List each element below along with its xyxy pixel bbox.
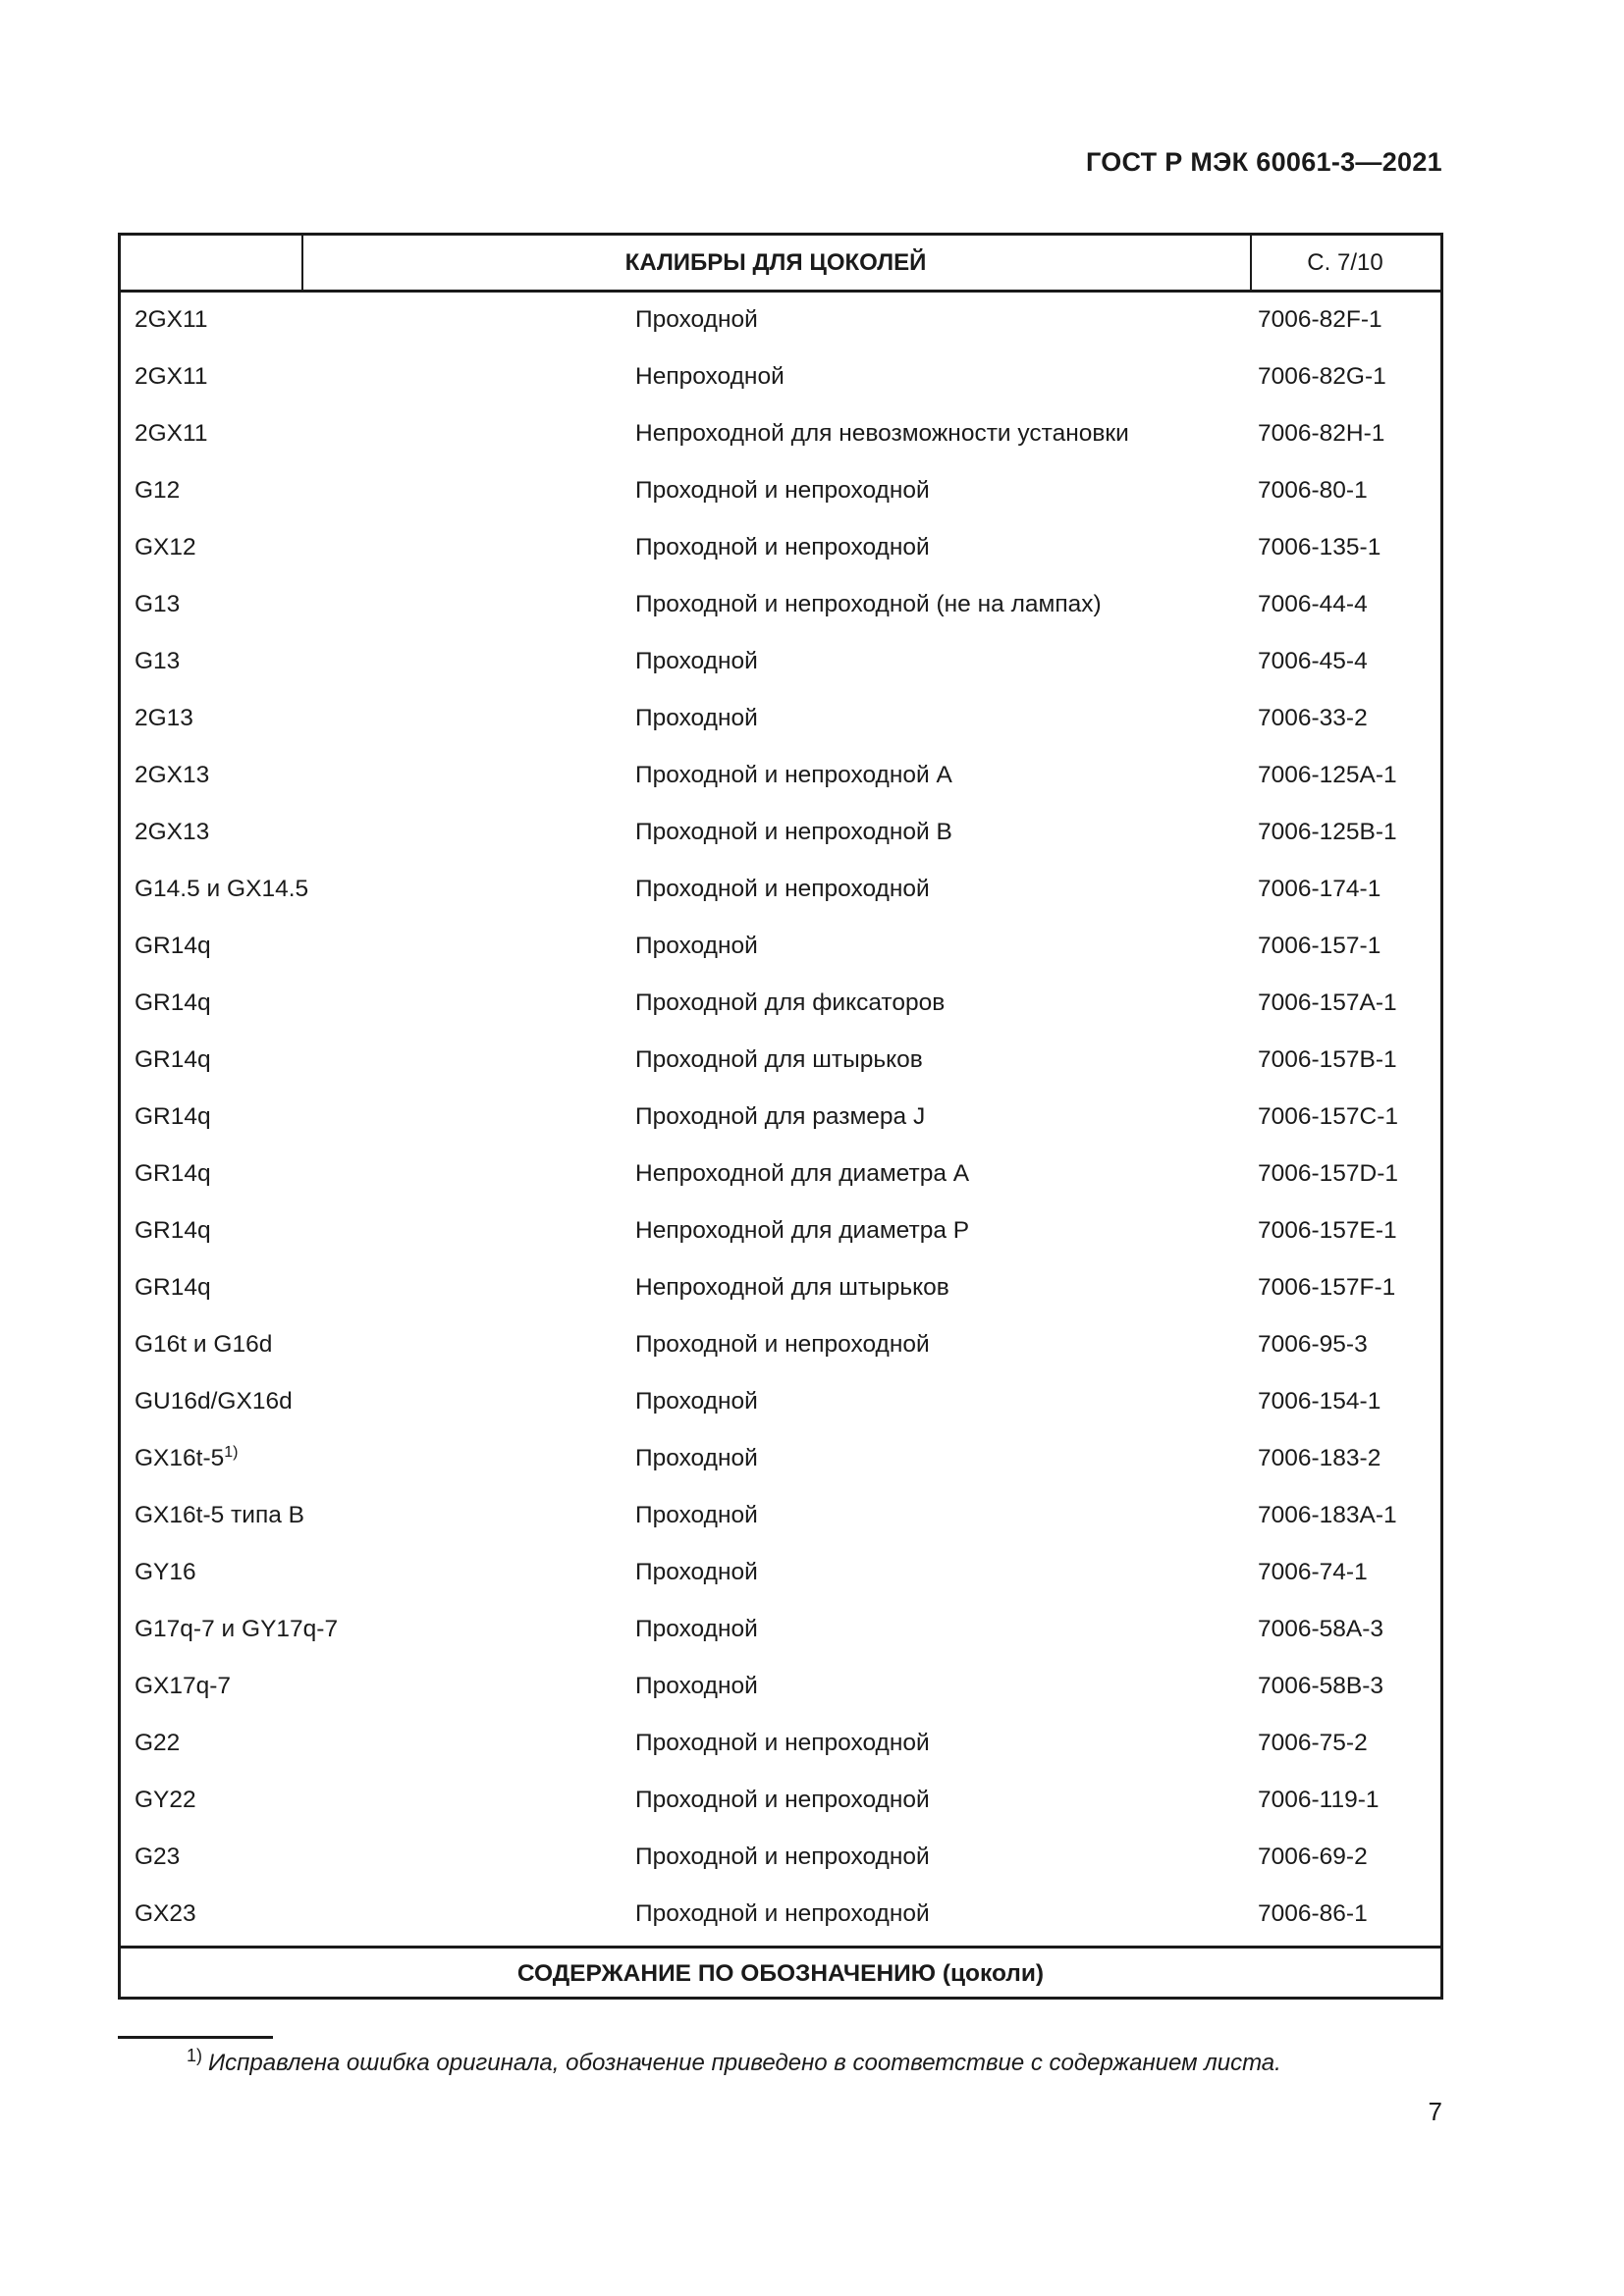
sheet-code: 7006-58A-3 <box>1258 1616 1384 1642</box>
cap-designation <box>135 1103 211 1131</box>
table-row <box>121 293 1440 349</box>
sheet-number: С. 7/10 <box>1307 248 1383 276</box>
cap-designation <box>135 1046 211 1074</box>
header-empty-cell <box>121 236 303 290</box>
table-title: КАЛИБРЫ ДЛЯ ЦОКОЛЕЙ <box>301 236 1252 290</box>
cap-designation <box>135 1900 196 1928</box>
table-body <box>121 293 1440 1944</box>
gauge-type: Проходной и непроходной <box>635 534 930 561</box>
gauge-type: Проходной <box>635 1616 758 1642</box>
sheet-code: 7006-154-1 <box>1258 1388 1381 1415</box>
gauge-type: Проходной <box>635 1559 758 1585</box>
table-row <box>121 1602 1440 1659</box>
table-row <box>121 1147 1440 1203</box>
cap-designation <box>135 989 211 1017</box>
sheet-code: 7006-75-2 <box>1258 1730 1368 1756</box>
sheet-code: 7006-157F-1 <box>1258 1274 1396 1301</box>
table-row <box>121 748 1440 805</box>
cap-designation-text: GX23 <box>135 1900 196 1927</box>
cap-designation-text: GX16t-5 типа В <box>135 1502 304 1528</box>
cap-designation-text: 2GX13 <box>135 819 210 845</box>
gauge-type: Непроходной для диаметра А <box>635 1160 970 1187</box>
gauge-type: Непроходной для штырьков <box>635 1274 949 1301</box>
cap-designation-text: 2GX13 <box>135 762 210 788</box>
table-row <box>121 805 1440 862</box>
cap-designation-text: 2G13 <box>135 705 193 731</box>
cap-designation-text: G14.5 и GX14.5 <box>135 876 309 902</box>
table-row <box>121 1260 1440 1317</box>
table-row <box>121 634 1440 691</box>
cap-designation-text: GY16 <box>135 1559 196 1585</box>
sheet-code: 7006-33-2 <box>1258 705 1368 731</box>
sheet-code: 7006-135-1 <box>1258 534 1381 561</box>
gauge-type: Проходной <box>635 1502 758 1528</box>
sheet-code: 7006-95-3 <box>1258 1331 1368 1358</box>
table-row <box>121 1887 1440 1944</box>
gauge-type: Проходной <box>635 1673 758 1699</box>
table-row <box>121 349 1440 406</box>
cap-designation <box>135 876 308 903</box>
sheet-code: 7006-157-1 <box>1258 933 1381 959</box>
table-row <box>121 1545 1440 1602</box>
table-row <box>121 1830 1440 1887</box>
table-row <box>121 1431 1440 1488</box>
cap-designation <box>135 477 180 505</box>
cap-designation-text: G22 <box>135 1730 181 1756</box>
cap-designation <box>135 705 193 732</box>
gauge-type: Непроходной <box>635 363 785 390</box>
footnote-reference: 1) <box>224 1443 239 1461</box>
cap-designation <box>135 1502 304 1529</box>
cap-designation-text: GR14q <box>135 1217 211 1244</box>
cap-designation <box>135 1843 180 1871</box>
cap-designation-text: 2GX11 <box>135 363 208 390</box>
gauge-type: Проходной и непроходной В <box>635 819 952 845</box>
table-row <box>121 1773 1440 1830</box>
cap-designation-text: GR14q <box>135 1103 211 1130</box>
sheet-code: 7006-80-1 <box>1258 477 1368 504</box>
cap-designation <box>135 1559 196 1586</box>
cap-designation-text: G16t и G16d <box>135 1331 273 1358</box>
cap-designation-text: G13 <box>135 591 181 617</box>
cap-designation <box>135 933 211 960</box>
sheet-code: 7006-183-2 <box>1258 1445 1381 1471</box>
table-row <box>121 1488 1440 1545</box>
cap-designation-text: GU16d/GX16d <box>135 1388 293 1415</box>
cap-designation <box>135 1388 293 1415</box>
cap-designation <box>135 1445 238 1472</box>
gauge-type: Проходной <box>635 705 758 731</box>
sheet-code: 7006-86-1 <box>1258 1900 1368 1927</box>
gauge-type: Проходной и непроходной <box>635 1787 930 1813</box>
cap-designation <box>135 648 180 675</box>
table-row <box>121 1033 1440 1090</box>
table-row <box>121 577 1440 634</box>
cap-designation <box>135 1730 180 1757</box>
cap-designation-text: GR14q <box>135 1046 211 1073</box>
sheet-code: 7006-157D-1 <box>1258 1160 1399 1187</box>
sheet-code: 7006-125B-1 <box>1258 819 1397 845</box>
cap-designation-text: GX12 <box>135 534 196 561</box>
table-row <box>121 976 1440 1033</box>
cap-designation <box>135 1787 196 1814</box>
sheet-code: 7006-119-1 <box>1258 1787 1380 1813</box>
gauge-type: Проходной для фиксаторов <box>635 989 946 1016</box>
table-row <box>121 1716 1440 1773</box>
cap-designation-text: GR14q <box>135 1160 211 1187</box>
table-row <box>121 1659 1440 1716</box>
gauge-type: Непроходной для диаметра Р <box>635 1217 970 1244</box>
cap-designation-text: G17q-7 и GY17q-7 <box>135 1616 339 1642</box>
sheet-code: 7006-157C-1 <box>1258 1103 1399 1130</box>
cap-designation <box>135 591 180 618</box>
footnote <box>187 2046 1281 2077</box>
cap-designation <box>135 1673 231 1700</box>
table-row <box>121 919 1440 976</box>
table-row <box>121 520 1440 577</box>
table-header <box>121 236 1440 293</box>
cap-designation <box>135 1217 211 1245</box>
cap-designation <box>135 420 207 448</box>
footnote-text: Исправлена ошибка оригинала, обозначение приведено в соответствие с содержанием листа. <box>208 2050 1281 2076</box>
cap-designation <box>135 1331 272 1359</box>
footnote-mark: 1) <box>187 2046 203 2065</box>
cap-designation <box>135 819 209 846</box>
sheet-code: 7006-125A-1 <box>1258 762 1397 788</box>
gauge-type: Проходной и непроходной <box>635 1843 930 1870</box>
table-row <box>121 1203 1440 1260</box>
sheet-code: 7006-44-4 <box>1258 591 1368 617</box>
table-row <box>121 463 1440 520</box>
cap-designation-text: 2GX11 <box>135 420 208 447</box>
cap-designation-text: 2GX11 <box>135 306 208 333</box>
table-row <box>121 1090 1440 1147</box>
gauge-type: Проходной для размера J <box>635 1103 926 1130</box>
cap-designation-text: GX16t-5 <box>135 1445 225 1471</box>
cap-designation-text: GX17q-7 <box>135 1673 232 1699</box>
cap-designation <box>135 1616 338 1643</box>
cap-designation-text: GR14q <box>135 933 211 959</box>
gauge-type: Проходной <box>635 306 758 333</box>
cap-designation <box>135 762 209 789</box>
cap-designation-text: G12 <box>135 477 181 504</box>
cap-designation <box>135 1274 211 1302</box>
cap-designation <box>135 306 207 334</box>
gauge-type: Проходной <box>635 933 758 959</box>
sheet-code: 7006-183A-1 <box>1258 1502 1397 1528</box>
cap-designation-text: GY22 <box>135 1787 196 1813</box>
cap-designation-text: G23 <box>135 1843 181 1870</box>
table-footer-title: СОДЕРЖАНИЕ ПО ОБОЗНАЧЕНИЮ (цоколи) <box>121 1946 1440 2000</box>
gauge-type: Проходной и непроходной <box>635 1331 930 1358</box>
cap-designation-text: G13 <box>135 648 181 674</box>
gauge-type: Проходной и непроходной А <box>635 762 952 788</box>
gauge-type: Проходной и непроходной <box>635 1900 930 1927</box>
table-row <box>121 406 1440 463</box>
gauge-type: Проходной и непроходной <box>635 477 930 504</box>
footnote-separator <box>118 2036 273 2039</box>
document-code: ГОСТ Р МЭК 60061-3—2021 <box>1085 147 1442 177</box>
sheet-code: 7006-74-1 <box>1258 1559 1368 1585</box>
cap-designation <box>135 1160 211 1188</box>
cap-designation <box>135 363 207 391</box>
sheet-code: 7006-45-4 <box>1258 648 1368 674</box>
table-row <box>121 862 1440 919</box>
sheet-code: 7006-174-1 <box>1258 876 1381 902</box>
gauge-type: Проходной для штырьков <box>635 1046 923 1073</box>
gauge-type: Проходной <box>635 1445 758 1471</box>
gauge-type: Проходной и непроходной (не на лампах) <box>635 591 1102 617</box>
sheet-code: 7006-82G-1 <box>1258 363 1386 390</box>
gauge-type: Проходной и непроходной <box>635 876 930 902</box>
gauge-type: Проходной <box>635 648 758 674</box>
gauge-type: Проходной и непроходной <box>635 1730 930 1756</box>
table-row <box>121 1317 1440 1374</box>
cap-designation-text: GR14q <box>135 989 211 1016</box>
sheet-code: 7006-157E-1 <box>1258 1217 1397 1244</box>
gauge-type: Проходной <box>635 1388 758 1415</box>
table-row <box>121 691 1440 748</box>
sheet-code: 7006-82H-1 <box>1258 420 1385 447</box>
cap-designation-text: GR14q <box>135 1274 211 1301</box>
sheet-code: 7006-82F-1 <box>1258 306 1382 333</box>
sheet-code: 7006-69-2 <box>1258 1843 1368 1870</box>
gauges-table <box>118 233 1443 2000</box>
table-row <box>121 1374 1440 1431</box>
cap-designation <box>135 534 196 561</box>
sheet-code: 7006-58B-3 <box>1258 1673 1384 1699</box>
sheet-code: 7006-157B-1 <box>1258 1046 1397 1073</box>
sheet-code: 7006-157A-1 <box>1258 989 1397 1016</box>
gauge-type: Непроходной для невозможности установки <box>635 420 1129 447</box>
page-number: 7 <box>1428 2097 1442 2126</box>
